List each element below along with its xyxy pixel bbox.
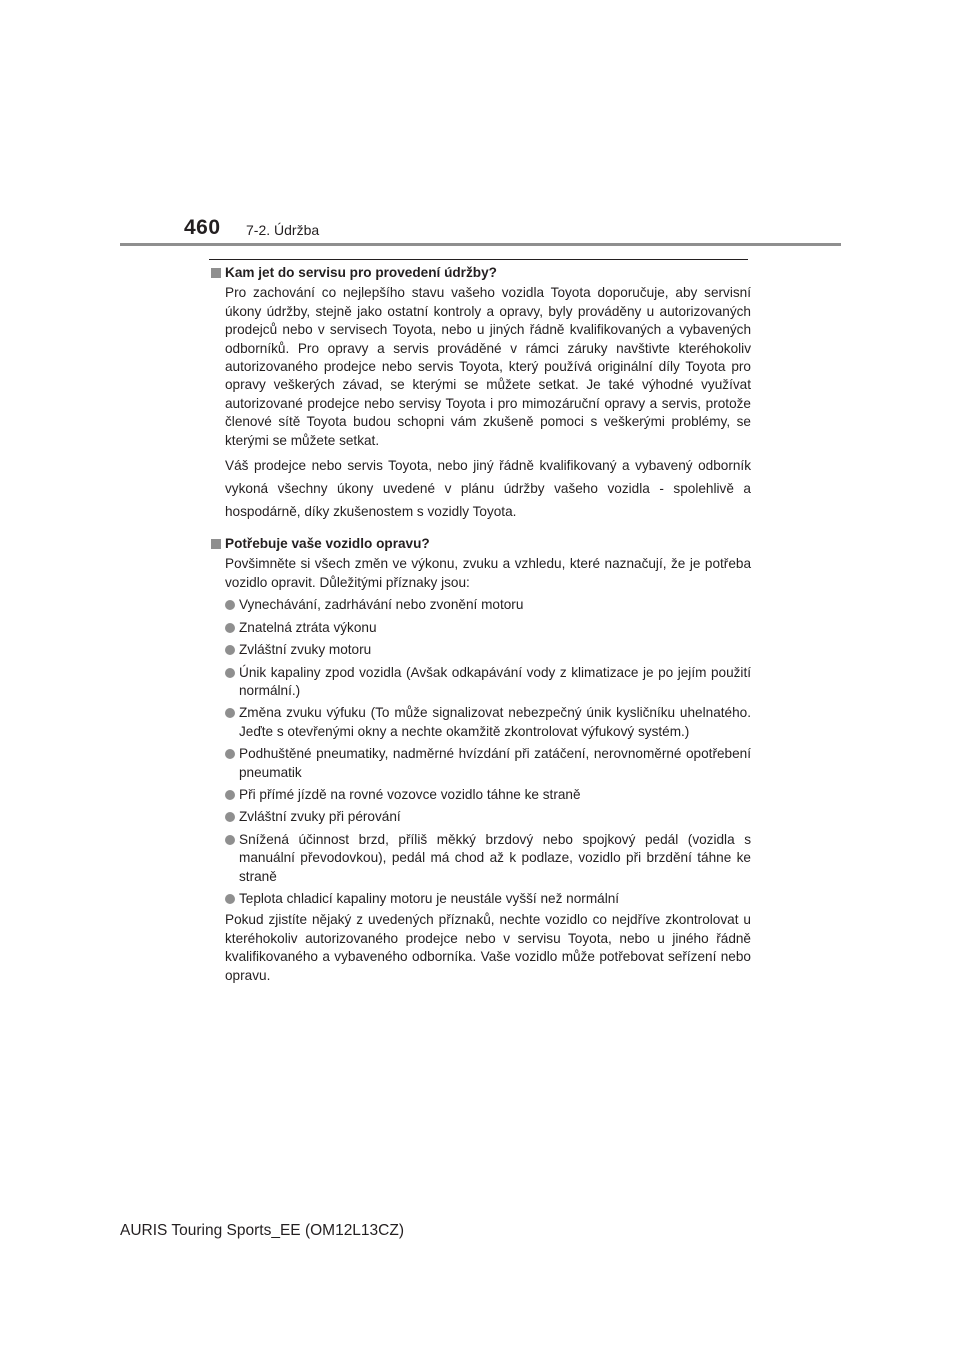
footer-model: AURIS Touring Sports_EE (OM12L13CZ) [120,1222,404,1239]
circle-bullet-icon [225,835,235,845]
page-content [211,264,751,989]
square-bullet-icon [211,539,221,549]
symptom-item: Při přímé jízdě na rovné vozovce vozidlo táhne ke straně [211,786,751,804]
dealer-paragraph: Váš prodejce nebo servis Toyota, nebo jiný řádně kvalifikovaný a vybavený odborník vykoná všechny úkony uvedené v plánu údržby vašeho vozidla - spolehlivě a hospodárně, díky zkušenostem s vozidly Toyota. [225,458,751,520]
symptom-item: Snížená účinnost brzd, příliš měkký brzdový nebo spojkový pedál (vozidla s manuální převodovkou), pedál má chod až k podlaze, vozidlo při brzdění táhne ke straně [211,831,751,886]
symptom-item: Znatelná ztráta výkonu [211,619,751,637]
circle-bullet-icon [225,708,235,718]
symptom-item: Zvláštní zvuky motoru [211,641,751,659]
page-number: 460 [184,216,221,239]
header-rule [120,243,841,246]
circle-bullet-icon [225,894,235,904]
symptom-item: Únik kapaliny zpod vozidla (Avšak odkapávání vody z klimatizace je po jejím použití normální.) [211,664,751,701]
circle-bullet-icon [225,668,235,678]
section-heading-repair [211,535,751,553]
symptom-item: Změna zvuku výfuku (To může signalizovat nebezpečný únik kysličníku uhelnatého. Jeďte s otevřenými okny a nechte okamžitě zkontrolovat výfukový systém.) [211,704,751,741]
repair-outro: Pokud zjistíte nějaký z uvedených příznaků, nechte vozidlo co nejdříve zkontrolovat u kteréhokoliv autorizovaného prodejce nebo v servisu Toyota, nebo u jiného řádně kvalifikovaného a vybaveného odborníka. Vaše vozidlo může potřebovat seřízení nebo opravu. [225,912,751,983]
symptom-item: Zvláštní zvuky při pérování [211,808,751,826]
section-heading-service [211,264,751,282]
service-paragraph: Pro zachování co nejlepšího stavu vašeho vozidla Toyota doporučuje, aby servisní úkony údržby, stejně jako ostatní kontroly a opravy, byly prováděny u autorizovaných prodejců nebo v servisech Toyota, nebo u jiných řádně kvalifikovaných a vybavených odborníků. Pro opravy a servis prováděné v rámci záruky navštivte kteréhokoliv autorizovaného prodejce nebo servis Toyota, který používá originální díly Toyota pro opravy veškerých závad, se kterými se můžete setkat. Je také výhodné využívat autorizované prodejce nebo servisy Toyota i pro mimozáruční opravy a servis, protože členové sítě Toyota budou schopni vám zkušeně pomoci s veškerými problémy, se kterými se můžete setkat. [225,285,751,448]
symptom-item: Teplota chladicí kapaliny motoru je neustále vyšší než normální [211,890,751,908]
heading-text: Potřebuje vaše vozidlo opravu? [225,536,430,552]
chapter-title: 7-2. Údržba [246,222,320,238]
circle-bullet-icon [225,749,235,759]
circle-bullet-icon [225,600,235,610]
heading-text: Kam jet do servisu pro provedení údržby? [225,265,497,280]
square-bullet-icon [211,268,221,278]
symptom-item: Podhuštěné pneumatiky, nadměrné hvízdání při zatáčení, nerovnoměrné opotřebení pneumatik [211,745,751,782]
circle-bullet-icon [225,645,235,655]
circle-bullet-icon [225,790,235,800]
symptom-item: Vynechávání, zadrhávání nebo zvonění motoru [211,596,751,614]
section-rule [209,259,748,260]
repair-intro: Povšimněte si všech změn ve výkonu, zvuku a vzhledu, které naznačují, že je potřeba vozidlo opravit. Důležitými příznaky jsou: [225,556,751,590]
circle-bullet-icon [225,623,235,633]
circle-bullet-icon [225,812,235,822]
